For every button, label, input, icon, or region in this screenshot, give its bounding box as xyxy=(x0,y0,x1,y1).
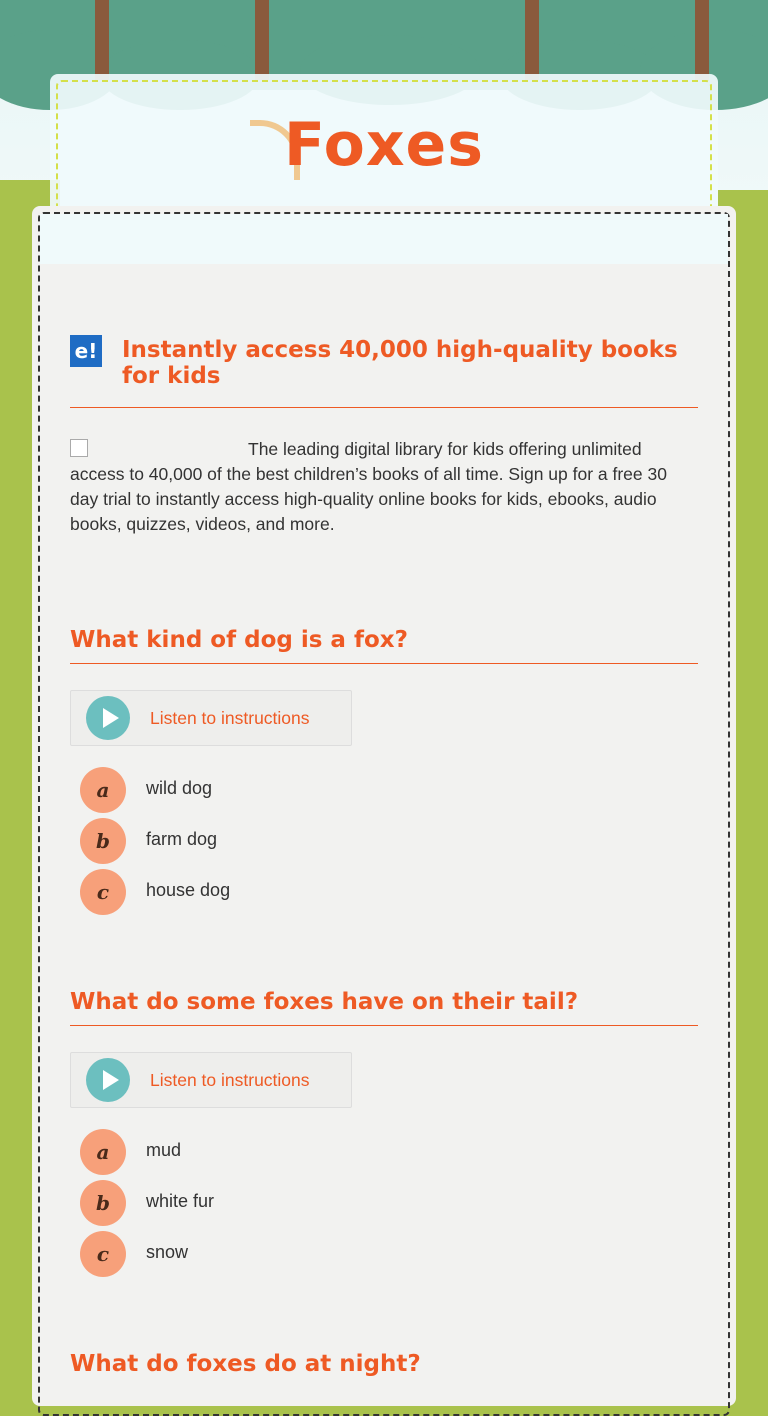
tree-trunk xyxy=(695,0,709,80)
question-title: What kind of dog is a fox? xyxy=(70,627,698,664)
option-label: wild dog xyxy=(146,778,213,798)
answer-option-b[interactable] xyxy=(80,818,580,864)
promo-title[interactable]: Instantly access 40,000 high-quality books for kids xyxy=(122,337,678,389)
option-label: house dog xyxy=(146,880,231,900)
option-letter-badge[interactable]: b xyxy=(80,1180,126,1226)
listen-label: Listen to instructions xyxy=(150,708,310,728)
listen-instructions-button[interactable] xyxy=(70,1052,352,1108)
option-letter-badge[interactable]: b xyxy=(80,818,126,864)
answer-option-a[interactable] xyxy=(80,767,580,813)
option-label: snow xyxy=(146,1242,189,1262)
listen-label: Listen to instructions xyxy=(150,1070,310,1090)
option-label: white fur xyxy=(146,1191,215,1211)
promo-text: The leading digital library for kids offering unlimited access to 40,000 of the best children’s books of all time. Sign up for a free 30 day trial to instantly access high-quality online books for kids, ebooks, audio books, quizzes, videos, and more. xyxy=(70,439,667,534)
promo-header[interactable] xyxy=(70,335,698,408)
play-icon[interactable] xyxy=(86,696,130,740)
option-letter-badge[interactable]: a xyxy=(80,1129,126,1175)
promo-image[interactable] xyxy=(70,439,88,457)
option-label: farm dog xyxy=(146,829,218,849)
option-letter-badge[interactable]: a xyxy=(80,767,126,813)
tree-trunk xyxy=(95,0,109,80)
answer-option-b[interactable] xyxy=(80,1180,580,1226)
play-icon[interactable] xyxy=(86,1058,130,1102)
option-letter-badge[interactable]: c xyxy=(80,869,126,915)
epic-logo-icon[interactable]: e! xyxy=(70,335,102,367)
question-title: What do some foxes have on their tail? xyxy=(70,989,698,1026)
option-letter-badge[interactable]: c xyxy=(80,1231,126,1277)
tree-trunk xyxy=(525,0,539,80)
sheet-top-band xyxy=(40,214,728,264)
answer-option-c[interactable] xyxy=(80,869,580,915)
promo-description xyxy=(70,437,698,537)
page-title: Foxes xyxy=(284,110,484,180)
option-label: mud xyxy=(146,1140,182,1160)
answer-option-c[interactable] xyxy=(80,1231,580,1277)
answer-option-a[interactable] xyxy=(80,1129,580,1175)
tree-trunk xyxy=(255,0,269,80)
question-title: What do foxes do at night? xyxy=(70,1351,421,1377)
listen-instructions-button[interactable] xyxy=(70,690,352,746)
